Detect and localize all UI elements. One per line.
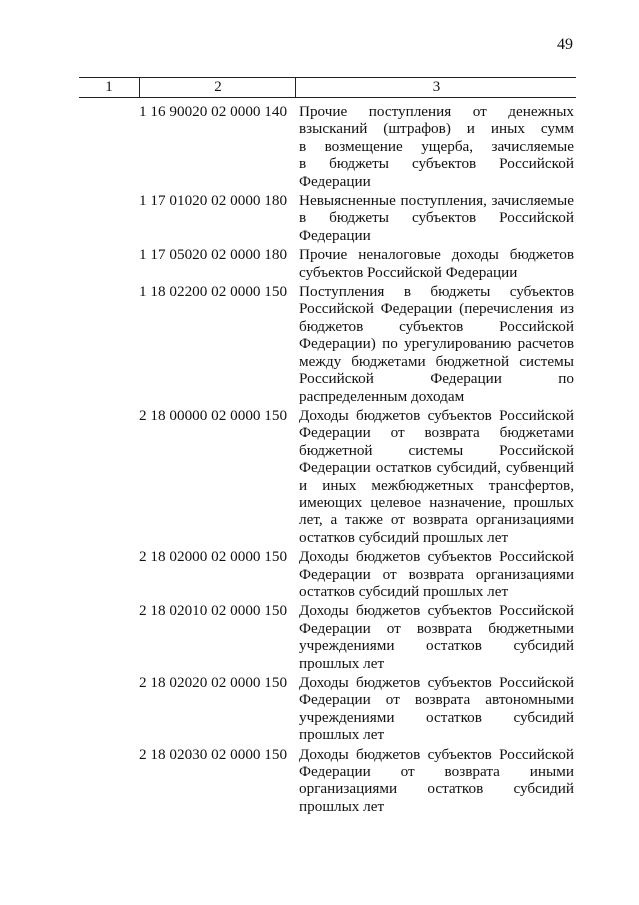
table-header (79, 77, 576, 98)
income-description (299, 407, 574, 546)
description-line: взысканий (штрафов) и иных сумм (299, 120, 574, 138)
description-line: Российской Федерации (перечисления из (299, 300, 574, 318)
description-line: между бюджетами бюджетной системы (299, 352, 574, 370)
description-line: Доходы бюджетов субъектов Российской (299, 548, 574, 566)
column-header-3: 3 (295, 78, 577, 97)
income-description (299, 746, 574, 816)
income-description (299, 548, 574, 600)
description-line: Доходы бюджетов субъектов Российской (299, 745, 574, 763)
description-line: в бюджеты субъектов Российской (299, 209, 574, 227)
description-line: Федерации от возврата иными (299, 763, 574, 781)
description-line: субъектов Российской Федерации (299, 263, 518, 281)
table-row (79, 602, 576, 672)
table-row (79, 746, 576, 816)
description-line: Федерации от возврата организациями (299, 565, 574, 583)
table-body (79, 103, 576, 817)
income-code: 2 18 02020 02 0000 150 (139, 674, 288, 691)
description-line: и иных межбюджетных трансфертов, (299, 476, 574, 494)
income-code: 2 18 00000 02 0000 150 (139, 406, 288, 424)
table-row (79, 674, 576, 744)
description-line: бюджетной системы Российской (299, 441, 574, 459)
description-line: Федерации от возврата бюджетными (299, 619, 574, 637)
income-description (299, 246, 574, 281)
income-description (299, 192, 574, 244)
description-line: Российской Федерации по (299, 370, 574, 388)
description-line: учреждениями остатков субсидий (299, 637, 574, 655)
income-code: 2 18 02010 02 0000 150 (139, 602, 288, 620)
description-line: прошлых лет (299, 797, 385, 815)
description-line: Федерации) по урегулированию расчетов (299, 335, 574, 353)
income-code: 1 18 02200 02 0000 150 (139, 283, 288, 301)
income-code: 1 16 90020 02 0000 140 (139, 103, 288, 120)
description-line: Федерации (299, 172, 371, 190)
income-description (299, 103, 574, 190)
description-line: прошлых лет (299, 726, 385, 744)
table-row (79, 192, 576, 244)
page-number: 49 (557, 36, 573, 53)
table-row (79, 103, 576, 190)
description-line: учреждениями остатков субсидий (299, 708, 574, 726)
income-description (299, 283, 574, 405)
column-header-1: 1 (105, 79, 113, 95)
table-row (79, 407, 576, 546)
description-line: Федерации от возврата автономными (299, 691, 574, 709)
description-line: остатков субсидий прошлых лет (299, 528, 509, 546)
description-line: бюджетов субъектов Российской (299, 317, 574, 335)
table-row (79, 246, 576, 281)
description-line: прошлых лет (299, 654, 385, 672)
income-code: 2 18 02030 02 0000 150 (139, 745, 288, 763)
table-row (79, 283, 576, 405)
description-line: Поступления в бюджеты субъектов (299, 283, 574, 301)
description-line: Прочие неналоговые доходы бюджетов (299, 246, 574, 264)
description-line: Доходы бюджетов субъектов Российской (299, 674, 574, 691)
description-line: Федерации остатков субсидий, субвенций (299, 459, 574, 477)
income-code: 1 17 05020 02 0000 180 (139, 246, 288, 264)
description-line: имеющих целевое назначение, прошлых (299, 493, 574, 511)
description-line: в бюджеты субъектов Российской (299, 155, 574, 173)
income-description (299, 602, 574, 672)
description-line: Прочие поступления от денежных (299, 103, 574, 120)
table-row (79, 548, 576, 600)
description-line: Доходы бюджетов субъектов Российской (299, 406, 574, 424)
description-line: Невыясненные поступления, зачисляемые (299, 192, 574, 210)
description-line: в возмещение ущерба, зачисляемые (299, 137, 574, 155)
column-header-2: 2 (139, 78, 296, 97)
description-line: организациями остатков субсидий (299, 780, 574, 798)
description-line: остатков субсидий прошлых лет (299, 582, 509, 600)
description-line: Доходы бюджетов субъектов Российской (299, 602, 574, 620)
description-line: лет, а также от возврата организациями (299, 511, 574, 529)
income-description (299, 674, 574, 744)
income-code: 2 18 02000 02 0000 150 (139, 548, 288, 566)
description-line: Федерации от возврата бюджетами (299, 424, 574, 442)
description-line: Федерации (299, 226, 371, 244)
description-line: распределенным доходам (299, 387, 465, 405)
income-code: 1 17 01020 02 0000 180 (139, 192, 288, 210)
